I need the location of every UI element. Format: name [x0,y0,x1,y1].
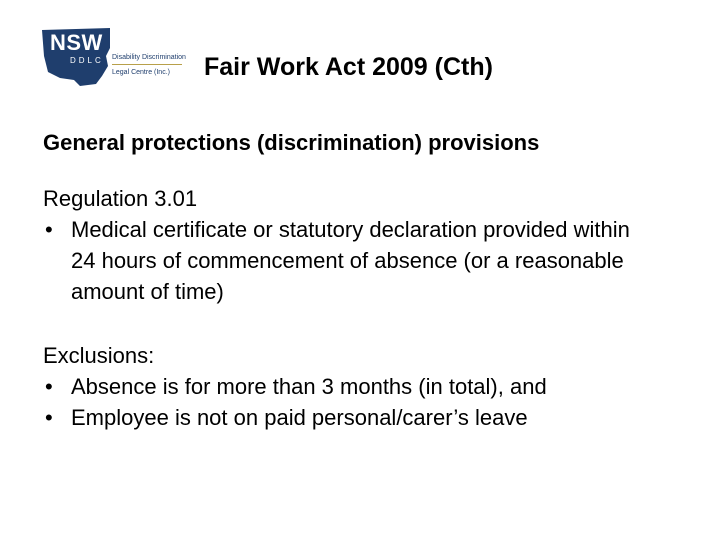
logo-divider [112,64,182,65]
regulation-heading: Regulation 3.01 [43,186,198,211]
exclusions-heading: Exclusions: [43,343,155,368]
slide-title: Fair Work Act 2009 (Cth) [204,53,493,81]
logo-ddlc-text: DDLC [70,56,104,65]
exclusions-section [43,340,547,433]
regulation-section [43,183,643,307]
regulation-bullet: • Medical certificate or statutory declaration provided within 24 hours of commencement of absence (or a reasonable amount of time) [43,214,643,307]
slide-subtitle: General protections (discrimination) provisions [43,130,540,155]
organization-logo [40,26,185,88]
logo-nsw-text: NSW [50,30,103,55]
exclusion-bullet: • Employee is not on paid personal/carer’s leave [43,402,547,433]
regulation-bullet-list [43,214,643,307]
logo-org-name-line1: Disability Discrimination [112,54,186,61]
logo-org-name-line2: Legal Centre (Inc.) [112,69,170,76]
exclusion-bullet: • Absence is for more than 3 months (in total), and [43,371,547,402]
exclusions-bullet-list [43,371,547,433]
